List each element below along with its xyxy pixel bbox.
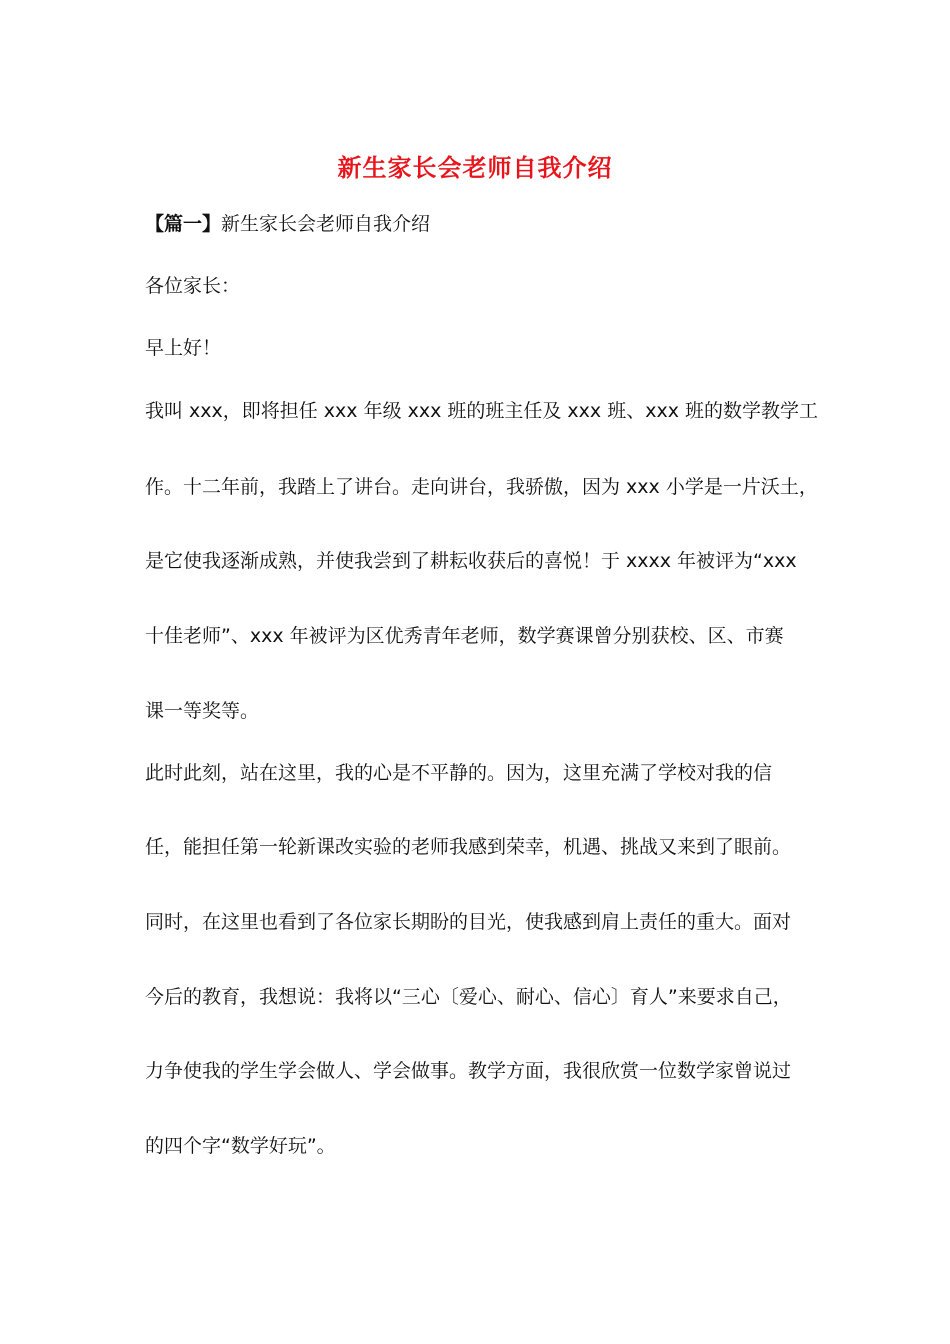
salutation-line: 早上好！ bbox=[145, 337, 222, 359]
body-line: 我叫 xxx，即将担任 xxx 年级 xxx 班的班主任及 xxx 班、xxx 班的数学教学工 bbox=[145, 400, 818, 422]
document-title: 新生家长会老师自我介绍 bbox=[337, 154, 613, 182]
body-line: 的四个字“数学好玩”。 bbox=[145, 1135, 336, 1157]
body-line: 此时此刻，站在这里，我的心是不平静的。因为，这里充满了学校对我的信 bbox=[145, 762, 773, 784]
body-line: 任，能担任第一轮新课改实验的老师我感到荣幸，机遇、挑战又来到了眼前。 bbox=[145, 836, 792, 858]
body-line: 力争使我的学生学会做人、学会做事。教学方面，我很欣赏一位数学家曾说过 bbox=[145, 1060, 792, 1082]
section-heading-text: 新生家长会老师自我介绍 bbox=[221, 213, 431, 235]
greeting-line: 各位家长： bbox=[145, 275, 241, 297]
body-line: 今后的教育，我想说：我将以“三心〔爱心、耐心、信心〕育人”来要求自己， bbox=[145, 986, 792, 1008]
body-line: 十佳老师”、xxx 年被评为区优秀青年老师，数学赛课曾分别获校、区、市赛 bbox=[145, 625, 784, 647]
body-line: 作。十二年前，我踏上了讲台。走向讲台，我骄傲，因为 xxx 小学是一片沃土， bbox=[145, 476, 818, 498]
section-label: 【篇一】 bbox=[145, 213, 222, 235]
body-line: 课一等奖等。 bbox=[145, 700, 260, 722]
body-line: 是它使我逐渐成熟，并使我尝到了耕耘收获后的喜悦！于 xxxx 年被评为“xxx bbox=[145, 550, 797, 572]
section-heading bbox=[145, 208, 430, 240]
body-line: 同时，在这里也看到了各位家长期盼的目光，使我感到肩上责任的重大。面对 bbox=[145, 911, 792, 933]
